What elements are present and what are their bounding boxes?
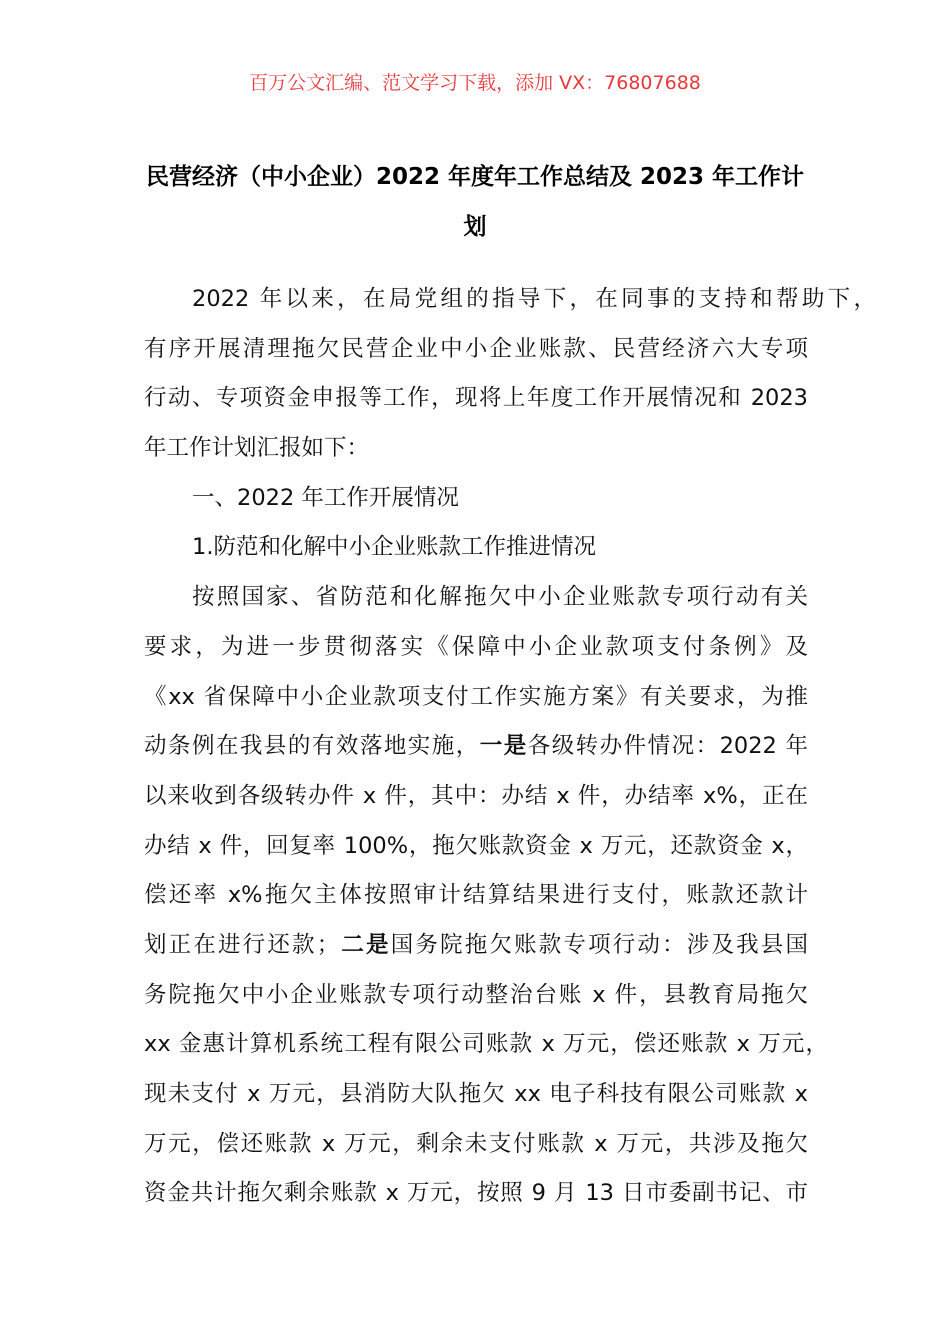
body-line xyxy=(144,1070,808,1120)
body-line xyxy=(144,275,876,325)
line-text-after: 各级转办件情况：2022 年 xyxy=(527,733,808,760)
bold-lead: 二是 xyxy=(339,931,391,958)
line-text: xx 金惠计算机系统工程有限公司账款 x 万元，偿还账款 x 万元， xyxy=(144,1031,828,1058)
body-line xyxy=(144,871,808,921)
line-text: 偿还率 x%拖欠主体按照审计结算结果进行支付，账款还款计 xyxy=(144,882,808,909)
document-title-line-2: 划 xyxy=(463,214,487,240)
body-line xyxy=(144,623,808,673)
line-text: 资金共计拖欠剩余账款 x 万元，按照 9 月 13 日市委副书记、市 xyxy=(144,1180,808,1207)
line-text: 要求，为进一步贯彻落实《保障中小企业款项支付条例》及 xyxy=(144,633,808,660)
line-text: 有序开展清理拖欠民营企业中小企业账款、民营经济六大专项 xyxy=(144,335,808,362)
line-text: 以来收到各级转办件 x 件，其中：办结 x 件，办结率 x%，正在 xyxy=(144,782,808,809)
line-text: 1.防范和化解中小企业账款工作推进情况 xyxy=(192,534,596,561)
document-title-line-1: 民营经济（中小企业）2022 年度年工作总结及 2023 年工作计 xyxy=(145,164,805,190)
body-line xyxy=(144,374,808,424)
line-text: 2022 年以来，在局党组的指导下，在同事的支持和帮助下， xyxy=(192,286,876,312)
line-text: 《xx 省保障中小企业款项支付工作实施方案》有关要求，为推 xyxy=(144,683,808,710)
bold-lead: 一是 xyxy=(479,733,528,760)
body-line xyxy=(144,523,808,573)
line-text: 一、2022 年工作开展情况 xyxy=(192,484,459,511)
document-body xyxy=(144,275,876,1219)
body-line xyxy=(144,971,808,1021)
line-text: 年工作计划汇报如下： xyxy=(144,435,370,462)
download-banner: 百万公文汇编、范文学习下载，添加 VX：76807688 xyxy=(249,72,701,94)
line-text: 按照国家、省防范和化解拖欠中小企业账款专项行动有关 xyxy=(192,584,808,611)
body-line xyxy=(144,772,808,822)
line-text-after: 国务院拖欠账款专项行动：涉及我县国 xyxy=(390,931,808,958)
line-text: 万元，偿还账款 x 万元，剩余未支付账款 x 万元，共涉及拖欠 xyxy=(144,1130,808,1157)
line-text: 现未支付 x 万元，县消防大队拖欠 xx 电子科技有限公司账款 x xyxy=(144,1081,808,1107)
line-text: 务院拖欠中小企业账款专项行动整治台账 x 件，县教育局拖欠 xyxy=(144,981,808,1008)
body-line xyxy=(144,722,808,772)
body-line xyxy=(144,822,808,872)
body-line xyxy=(144,474,808,524)
body-line xyxy=(144,325,808,375)
body-line xyxy=(144,424,808,474)
line-text: 动条例在我县的有效落地实施， xyxy=(144,733,480,760)
body-line xyxy=(144,673,808,723)
body-line xyxy=(144,1120,808,1170)
line-text: 行动、专项资金申报等工作，现将上年度工作开展情况和 2023 xyxy=(144,385,808,412)
line-text: 划正在进行还款； xyxy=(144,931,340,958)
body-line xyxy=(144,573,808,623)
body-line xyxy=(144,1020,828,1070)
body-line xyxy=(144,921,808,971)
line-text: 办结 x 件，回复率 100%，拖欠账款资金 x 万元，还款资金 x， xyxy=(144,832,808,859)
body-line xyxy=(144,1169,808,1219)
